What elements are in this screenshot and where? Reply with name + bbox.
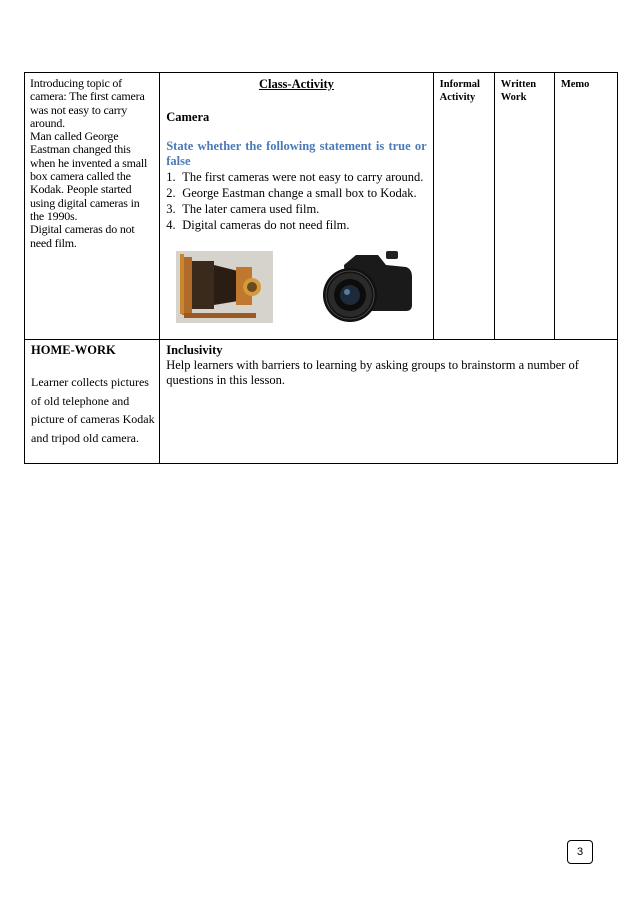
intro-line: box camera called the [30,169,131,184]
intro-line: the 1990s. [30,208,78,223]
intro-line: was not easy to carry [30,102,128,117]
inclusivity-cell [160,340,618,464]
lesson-table [24,72,618,464]
homework-title: HOME-WORK [31,343,116,357]
written-work-header: Written Work [500,79,537,103]
statement-list [166,169,426,233]
homework-cell [25,340,160,464]
statement-item: 2. George Eastman change a small box to Kodak. [166,186,417,200]
class-activity-title: Class-Activity [258,77,334,91]
statement-item: 3. The later camera used film. [166,202,320,216]
informal-activity-cell [433,73,494,340]
intro-line: need film. [30,235,77,250]
inclusivity-body: Help learners with barriers to learning by asking groups to brainstorm a number of questions in this lesson. [166,358,579,387]
intro-line: using digital cameras in [30,195,140,210]
memo-cell [554,73,617,340]
homework-row [25,340,618,464]
intro-cell [25,73,160,340]
intro-line: Introducing topic of [30,76,122,90]
activity-row [25,73,618,340]
intro-line: when he invented a small [30,155,148,170]
camera-subtitle: Camera [166,110,210,124]
intro-text [25,73,159,250]
intro-line: Kodak. People started [30,182,132,197]
homework-body: Learner collects pictures of old telephone and picture of cameras Kodak and tripod old camera. [31,375,155,445]
class-activity-cell [160,73,433,340]
camera-pictures [166,243,426,333]
statement-item: 1. The first cameras were not easy to carry around. [166,170,424,184]
intro-line: around. [30,115,65,130]
intro-line: Man called George [30,129,119,144]
old-bellows-camera-image [176,251,273,323]
intro-line: Eastman changed this [30,142,131,157]
memo-header: Memo [560,79,590,90]
statement-item: 4. Digital cameras do not need film. [166,218,350,232]
intro-line: Digital cameras do not [30,222,135,237]
written-work-cell [494,73,554,340]
digital-slr-camera-image [316,247,416,327]
intro-line: camera: The first camera [30,89,145,104]
inclusivity-title: Inclusivity [166,343,223,357]
activity-instruction: State whether the following statement is true or false [166,139,427,168]
informal-activity-header: Informal Activity [439,79,480,103]
page-number: 3 [567,840,593,864]
